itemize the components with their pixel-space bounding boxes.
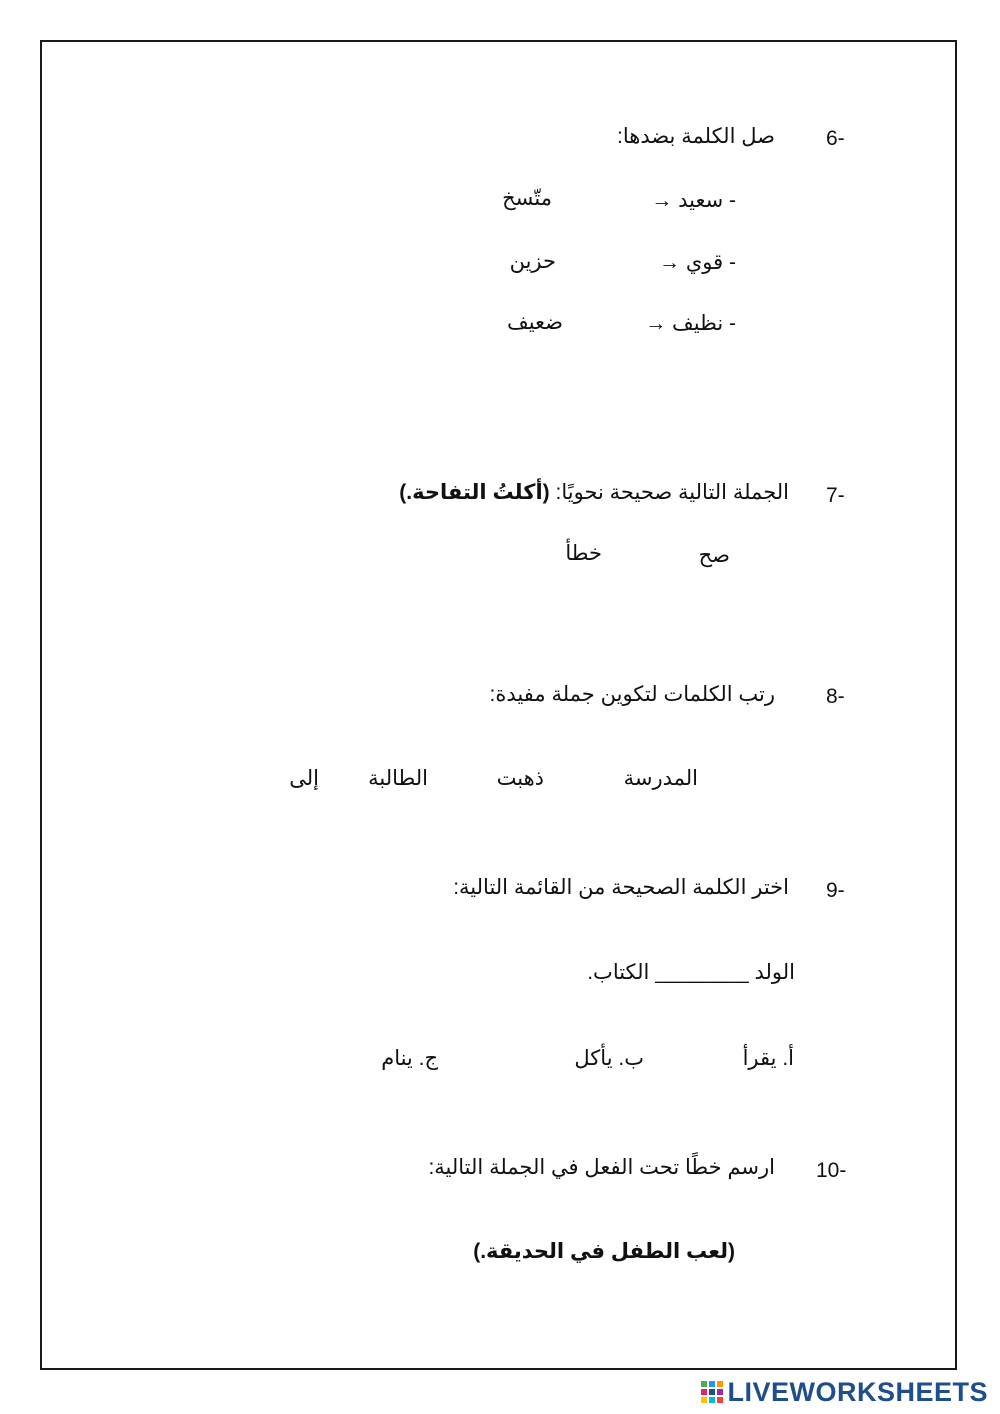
liveworksheets-text: LIVEWORKSHEETS [727,1376,988,1407]
q8-word-4[interactable]: إلى [289,767,319,790]
q10-sentence: (لعب الطفل في الحديقة.) [473,1240,735,1263]
q7-number: 7- [826,484,845,507]
q9-prompt: اختر الكلمة الصحيحة من القائمة التالية: [453,876,789,899]
q8-word-2[interactable]: ذهبت [496,767,544,790]
q7-prompt-line [399,482,789,503]
q10-number: 10- [816,1159,847,1182]
q6-right-1: متّسخ [502,187,552,210]
q8-word-1[interactable]: المدرسة [623,767,698,790]
q7-option-false[interactable]: خطأ [565,542,602,565]
q9-sentence: الولد ________ الكتاب. [587,961,795,984]
q9-number: 9- [826,879,845,902]
q8-word-3[interactable]: الطالبة [368,767,428,790]
q7-sentence: (أكلتُ التفاحة.) [399,481,550,504]
q6-prompt: صل الكلمة بضدها: [617,125,775,148]
q9-option-a[interactable]: أ. يقرأ [742,1047,794,1070]
q10-prompt: ارسم خطًا تحت الفعل في الجملة التالية: [428,1156,775,1179]
q6-left-2: - قوي → [659,251,736,274]
q7-option-true[interactable]: صح [698,544,730,567]
q6-left-1: - سعيد → [651,189,736,212]
q9-option-c[interactable]: ج. ينام [381,1047,438,1070]
q9-option-b[interactable]: ب. يأكل [574,1047,644,1070]
liveworksheets-logo [701,1378,988,1406]
q6-left-3: - نظيف → [645,312,736,335]
liveworksheets-grid-icon [701,1381,723,1403]
q7-prompt: الجملة التالية صحيحة نحويًا: [555,481,789,504]
q6-right-2: حزين [509,250,556,273]
q8-number: 8- [826,685,845,708]
q6-right-3: ضعيف [506,311,563,334]
q8-prompt: رتب الكلمات لتكوين جملة مفيدة: [489,683,775,706]
q6-number: 6- [826,127,845,150]
